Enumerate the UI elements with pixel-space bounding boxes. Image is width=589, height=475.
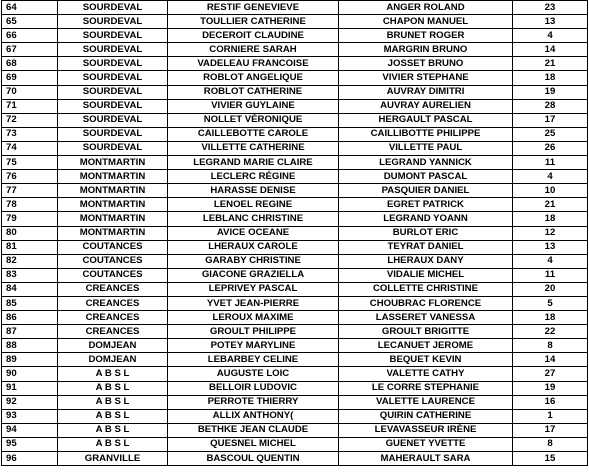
- player-one-cell: BELLOIR LUDOVIC: [168, 381, 339, 395]
- row-number-cell: 71: [2, 99, 58, 113]
- row-number-cell: 87: [2, 325, 58, 339]
- player-two-cell: VIDALIE MICHEL: [339, 268, 513, 282]
- row-number-cell: 76: [2, 170, 58, 184]
- row-number-cell: 75: [2, 156, 58, 170]
- points-cell: 11: [513, 268, 588, 282]
- player-two-cell: GUENET YVETTE: [339, 437, 513, 451]
- club-cell: SOURDEVAL: [58, 1, 168, 15]
- player-one-cell: GARABY CHRISTINE: [168, 254, 339, 268]
- player-two-cell: LE CORRE STEPHANIE: [339, 381, 513, 395]
- results-table-body: [2, 1, 588, 466]
- club-cell: A B S L: [58, 409, 168, 423]
- points-cell: 4: [513, 29, 588, 43]
- points-cell: 25: [513, 127, 588, 141]
- row-number-cell: 91: [2, 381, 58, 395]
- player-one-cell: LECLERC RÉGINE: [168, 170, 339, 184]
- points-cell: 8: [513, 339, 588, 353]
- player-one-cell: POTEY MARYLINE: [168, 339, 339, 353]
- club-cell: GRANVILLE: [58, 452, 168, 466]
- row-number-cell: 89: [2, 353, 58, 367]
- player-two-cell: GROULT BRIGITTE: [339, 325, 513, 339]
- player-two-cell: VIVIER STEPHANE: [339, 71, 513, 85]
- points-cell: 12: [513, 226, 588, 240]
- table-row: [2, 423, 588, 437]
- points-cell: 14: [513, 43, 588, 57]
- club-cell: DOMJEAN: [58, 353, 168, 367]
- player-one-cell: CAILLEBOTTE CAROLE: [168, 127, 339, 141]
- player-two-cell: COLLETTE CHRISTINE: [339, 282, 513, 296]
- player-one-cell: YVET JEAN-PIERRE: [168, 296, 339, 310]
- table-row: [2, 240, 588, 254]
- table-row: [2, 226, 588, 240]
- row-number-cell: 93: [2, 409, 58, 423]
- table-row: [2, 254, 588, 268]
- player-two-cell: MAHERAULT SARA: [339, 452, 513, 466]
- club-cell: COUTANCES: [58, 240, 168, 254]
- points-cell: 26: [513, 141, 588, 155]
- player-one-cell: LEROUX MAXIME: [168, 311, 339, 325]
- player-two-cell: LEGRAND YOANN: [339, 212, 513, 226]
- club-cell: SOURDEVAL: [58, 85, 168, 99]
- player-one-cell: LEBLANC CHRISTINE: [168, 212, 339, 226]
- table-row: [2, 113, 588, 127]
- player-one-cell: NOLLET VÉRONIQUE: [168, 113, 339, 127]
- player-two-cell: CAILLIBOTTE PHILIPPE: [339, 127, 513, 141]
- points-cell: 21: [513, 57, 588, 71]
- points-cell: 5: [513, 296, 588, 310]
- row-number-cell: 95: [2, 437, 58, 451]
- points-cell: 11: [513, 156, 588, 170]
- player-one-cell: CORNIERE SARAH: [168, 43, 339, 57]
- row-number-cell: 83: [2, 268, 58, 282]
- table-row: [2, 198, 588, 212]
- player-one-cell: BETHKE JEAN CLAUDE: [168, 423, 339, 437]
- points-cell: 19: [513, 381, 588, 395]
- club-cell: MONTMARTIN: [58, 198, 168, 212]
- table-row: [2, 1, 588, 15]
- table-row: [2, 57, 588, 71]
- row-number-cell: 67: [2, 43, 58, 57]
- club-cell: MONTMARTIN: [58, 170, 168, 184]
- player-one-cell: LENOEL REGINE: [168, 198, 339, 212]
- points-cell: 18: [513, 212, 588, 226]
- table-row: [2, 353, 588, 367]
- player-two-cell: BEQUET KEVIN: [339, 353, 513, 367]
- table-row: [2, 71, 588, 85]
- player-two-cell: AUVRAY DIMITRI: [339, 85, 513, 99]
- player-two-cell: QUIRIN CATHERINE: [339, 409, 513, 423]
- points-cell: 20: [513, 282, 588, 296]
- points-cell: 14: [513, 353, 588, 367]
- player-one-cell: VIVIER GUYLAINE: [168, 99, 339, 113]
- club-cell: MONTMARTIN: [58, 212, 168, 226]
- row-number-cell: 86: [2, 311, 58, 325]
- points-cell: 10: [513, 184, 588, 198]
- club-cell: A B S L: [58, 381, 168, 395]
- points-cell: 15: [513, 452, 588, 466]
- table-row: [2, 437, 588, 451]
- club-cell: COUTANCES: [58, 268, 168, 282]
- row-number-cell: 92: [2, 395, 58, 409]
- player-one-cell: ROBLOT CATHERINE: [168, 85, 339, 99]
- results-table: [1, 0, 588, 466]
- player-two-cell: CHOUBRAC FLORENCE: [339, 296, 513, 310]
- club-cell: SOURDEVAL: [58, 99, 168, 113]
- club-cell: CREANCES: [58, 325, 168, 339]
- player-one-cell: AUGUSTE LOIC: [168, 367, 339, 381]
- player-one-cell: VILLETTE CATHERINE: [168, 141, 339, 155]
- table-row: [2, 296, 588, 310]
- points-cell: 22: [513, 325, 588, 339]
- player-one-cell: LEGRAND MARIE CLAIRE: [168, 156, 339, 170]
- player-one-cell: QUESNEL MICHEL: [168, 437, 339, 451]
- table-row: [2, 141, 588, 155]
- player-two-cell: VALETTE CATHY: [339, 367, 513, 381]
- row-number-cell: 90: [2, 367, 58, 381]
- player-two-cell: PASQUIER DANIEL: [339, 184, 513, 198]
- row-number-cell: 70: [2, 85, 58, 99]
- table-row: [2, 409, 588, 423]
- table-row: [2, 43, 588, 57]
- player-two-cell: DUMONT PASCAL: [339, 170, 513, 184]
- club-cell: DOMJEAN: [58, 339, 168, 353]
- club-cell: MONTMARTIN: [58, 226, 168, 240]
- table-row: [2, 127, 588, 141]
- player-two-cell: LEGRAND YANNICK: [339, 156, 513, 170]
- table-row: [2, 325, 588, 339]
- club-cell: SOURDEVAL: [58, 57, 168, 71]
- player-one-cell: PERROTE THIERRY: [168, 395, 339, 409]
- points-cell: 1: [513, 409, 588, 423]
- points-cell: 13: [513, 240, 588, 254]
- player-one-cell: HARASSE DENISE: [168, 184, 339, 198]
- player-two-cell: BURLOT ERIC: [339, 226, 513, 240]
- row-number-cell: 72: [2, 113, 58, 127]
- club-cell: SOURDEVAL: [58, 71, 168, 85]
- club-cell: SOURDEVAL: [58, 127, 168, 141]
- table-row: [2, 311, 588, 325]
- player-one-cell: LEBARBEY CELINE: [168, 353, 339, 367]
- table-row: [2, 184, 588, 198]
- club-cell: SOURDEVAL: [58, 113, 168, 127]
- player-two-cell: LASSERET VANESSA: [339, 311, 513, 325]
- player-two-cell: VALETTE LAURENCE: [339, 395, 513, 409]
- row-number-cell: 77: [2, 184, 58, 198]
- table-row: [2, 339, 588, 353]
- player-two-cell: LEVAVASSEUR IRÈNE: [339, 423, 513, 437]
- table-row: [2, 212, 588, 226]
- points-cell: 13: [513, 15, 588, 29]
- row-number-cell: 81: [2, 240, 58, 254]
- player-one-cell: GIACONE GRAZIELLA: [168, 268, 339, 282]
- player-two-cell: HERGAULT PASCAL: [339, 113, 513, 127]
- player-one-cell: ROBLOT ANGELIQUE: [168, 71, 339, 85]
- points-cell: 8: [513, 437, 588, 451]
- player-two-cell: TEYRAT DANIEL: [339, 240, 513, 254]
- row-number-cell: 80: [2, 226, 58, 240]
- points-cell: 4: [513, 254, 588, 268]
- row-number-cell: 74: [2, 141, 58, 155]
- row-number-cell: 94: [2, 423, 58, 437]
- club-cell: A B S L: [58, 367, 168, 381]
- player-one-cell: DECEROIT CLAUDINE: [168, 29, 339, 43]
- club-cell: SOURDEVAL: [58, 43, 168, 57]
- table-row: [2, 170, 588, 184]
- player-one-cell: LEPRIVEY PASCAL: [168, 282, 339, 296]
- player-one-cell: ALLIX ANTHONY(: [168, 409, 339, 423]
- row-number-cell: 82: [2, 254, 58, 268]
- player-one-cell: GROULT PHILIPPE: [168, 325, 339, 339]
- club-cell: A B S L: [58, 423, 168, 437]
- row-number-cell: 73: [2, 127, 58, 141]
- points-cell: 18: [513, 71, 588, 85]
- table-row: [2, 268, 588, 282]
- table-row: [2, 99, 588, 113]
- row-number-cell: 96: [2, 452, 58, 466]
- points-cell: 21: [513, 198, 588, 212]
- row-number-cell: 84: [2, 282, 58, 296]
- points-cell: 17: [513, 423, 588, 437]
- row-number-cell: 68: [2, 57, 58, 71]
- row-number-cell: 79: [2, 212, 58, 226]
- club-cell: MONTMARTIN: [58, 156, 168, 170]
- player-two-cell: JOSSET BRUNO: [339, 57, 513, 71]
- club-cell: CREANCES: [58, 282, 168, 296]
- club-cell: CREANCES: [58, 296, 168, 310]
- player-one-cell: VADELEAU FRANCOISE: [168, 57, 339, 71]
- row-number-cell: 78: [2, 198, 58, 212]
- row-number-cell: 88: [2, 339, 58, 353]
- points-cell: 23: [513, 1, 588, 15]
- row-number-cell: 69: [2, 71, 58, 85]
- points-cell: 4: [513, 170, 588, 184]
- player-two-cell: VILLETTE PAUL: [339, 141, 513, 155]
- points-cell: 27: [513, 367, 588, 381]
- table-row: [2, 156, 588, 170]
- player-two-cell: LHERAUX DANY: [339, 254, 513, 268]
- table-row: [2, 381, 588, 395]
- club-cell: MONTMARTIN: [58, 184, 168, 198]
- player-two-cell: ANGER ROLAND: [339, 1, 513, 15]
- player-two-cell: LECANUET JEROME: [339, 339, 513, 353]
- club-cell: SOURDEVAL: [58, 141, 168, 155]
- row-number-cell: 64: [2, 1, 58, 15]
- table-row: [2, 15, 588, 29]
- club-cell: CREANCES: [58, 311, 168, 325]
- row-number-cell: 65: [2, 15, 58, 29]
- player-one-cell: BASCOUL QUENTIN: [168, 452, 339, 466]
- row-number-cell: 66: [2, 29, 58, 43]
- player-two-cell: EGRET PATRICK: [339, 198, 513, 212]
- player-two-cell: CHAPON MANUEL: [339, 15, 513, 29]
- table-row: [2, 282, 588, 296]
- table-row: [2, 29, 588, 43]
- player-two-cell: BRUNET ROGER: [339, 29, 513, 43]
- points-cell: 28: [513, 99, 588, 113]
- player-one-cell: LHERAUX CAROLE: [168, 240, 339, 254]
- points-cell: 19: [513, 85, 588, 99]
- club-cell: SOURDEVAL: [58, 29, 168, 43]
- table-row: [2, 395, 588, 409]
- table-row: [2, 85, 588, 99]
- club-cell: A B S L: [58, 437, 168, 451]
- points-cell: 17: [513, 113, 588, 127]
- points-cell: 18: [513, 311, 588, 325]
- club-cell: A B S L: [58, 395, 168, 409]
- player-two-cell: AUVRAY AURELIEN: [339, 99, 513, 113]
- club-cell: SOURDEVAL: [58, 15, 168, 29]
- player-two-cell: MARGRIN BRUNO: [339, 43, 513, 57]
- club-cell: COUTANCES: [58, 254, 168, 268]
- player-one-cell: RESTIF GENEVIEVE: [168, 1, 339, 15]
- table-row: [2, 452, 588, 466]
- table-row: [2, 367, 588, 381]
- player-one-cell: AVICE OCEANE: [168, 226, 339, 240]
- points-cell: 16: [513, 395, 588, 409]
- player-one-cell: TOULLIER CATHERINE: [168, 15, 339, 29]
- row-number-cell: 85: [2, 296, 58, 310]
